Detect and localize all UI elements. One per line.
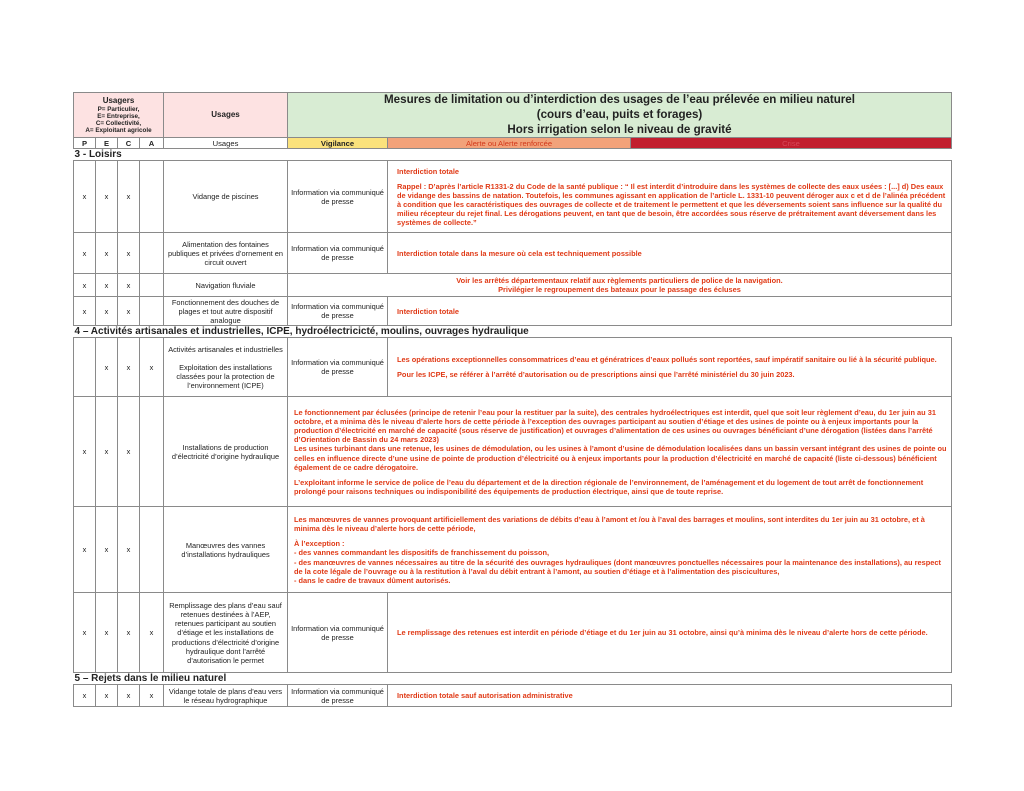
usagers-legend-p: P= Particulier,	[97, 105, 140, 113]
table-row	[74, 233, 952, 274]
navigation-measure	[288, 274, 952, 297]
vigilance-measure: Information via communiqué de presse	[288, 593, 388, 673]
table-row	[74, 593, 952, 673]
mark-e: x	[96, 297, 118, 326]
usage-label: Remplissage des plans d’eau sauf retenues destinées à l’AEP, retenues participant au soutien d’étiage et les installations de productions d’électricité d’origine hydraulique dont l’arrêté d’autorisation le permet	[164, 593, 288, 673]
mark-e: x	[96, 593, 118, 673]
mark-p: x	[74, 297, 96, 326]
mark-e: x	[96, 507, 118, 593]
mark-c: x	[118, 593, 140, 673]
usage-label: Fonctionnement des douches de plages et tout autre dispositif analogue	[164, 297, 288, 326]
table-row	[74, 397, 952, 507]
mark-e: x	[96, 397, 118, 507]
usages-header: Usages	[164, 93, 288, 138]
mark-e: x	[96, 161, 118, 233]
alert-measure	[388, 685, 952, 707]
mark-p: x	[74, 233, 96, 274]
mark-e: x	[96, 338, 118, 397]
page-title	[288, 93, 952, 138]
table-row	[74, 685, 952, 707]
mark-c: x	[118, 507, 140, 593]
mark-a	[140, 233, 164, 274]
alert-measure	[388, 593, 952, 673]
mark-e: x	[96, 685, 118, 707]
measure-line: Privilégier le regroupement des bateaux pour le passage des écluses	[498, 285, 741, 295]
usagers-legend-e: E= Entreprise,	[97, 112, 140, 120]
alert-measure	[388, 297, 952, 326]
measure-paragraph: Interdiction totale sauf autorisation administrative	[397, 691, 573, 701]
alert-measure	[388, 338, 952, 397]
col-header-vigilance: Vigilance	[288, 138, 388, 149]
measure-paragraph: Le fonctionnement par éclusées (principe de retenir l’eau pour la restituer par la suite), des centrales hydroélectriques est interdit, quel que soit leur règlement d’eau, du 1er juin au 31 octobre, et a minima dès le niveau d’alerte hors de cette période à l’exception des ouvrages participant au soutien d’étiage et des usines de pointe ou à enjeux importants pour la production d’électricité en marché de capacité (sous réserve de justification) et ouvrages d’alimentation de ces usines ou ouvrages bénéficiant d’une dérogation (listées dans l’arrêté d’Orientation de Bassin du 24 mars 2023) Les usines turbinant dans une retenue, les usines de démodulation, ou les usines à l’amont d’usine de démodulation localisées dans un bassin versant intégrant des usines de pointe ou celles en influence directe d’une usine de pointe de production d’électricité ou à enjeux importants pour la production d’électricité en marché de capacité (liste ci-dessous) bénéficient également de ce cadre dérogatoire.	[294, 408, 947, 472]
measure-paragraph: Rappel : D’après l’article R1331-2 du Code de la santé publique : “ Il est interdit d’introduire dans les systèmes de collecte des eaux usées : [...] d) Des eaux de vidange des bassins de natation. Toutefois, les communes agissant en application de l’article L. 1331-10 peuvent déroger aux c et d de l’alinéa précédent à condition que les caractéristiques des ouvrages de collecte et de traitement le permettent et que les déversements soient sans influence sur la qualité du milieu récepteur du rejet final. Les dérogations peuvent, en tant que de besoin, être accordées sous réserve de prétraitement avant déversement dans les systèmes de collecte.”	[397, 181, 946, 228]
measure-paragraph: Les manœuvres de vannes provoquant artificiellement des variations de débits d’eau à l’amont et /ou à l’aval des barrages et moulins, sont interdites du 1er juin au 31 octobre, et à minima dès le niveau d’alerte hors de cette période,	[294, 515, 925, 534]
mark-c: x	[118, 297, 140, 326]
mark-c: x	[118, 685, 140, 707]
vigilance-measure: Information via communiqué de presse	[288, 338, 388, 397]
mark-p	[74, 338, 96, 397]
table-row	[74, 338, 952, 397]
vigilance-measure: Information via communiqué de presse	[288, 685, 388, 707]
table-row	[74, 161, 952, 233]
col-header-usages: Usages	[164, 138, 288, 149]
usage-label: Alimentation des fontaines publiques et privées d’ornement en circuit ouvert	[164, 233, 288, 274]
restriction-table	[73, 92, 952, 707]
table-row	[74, 297, 952, 326]
usagers-legend-a: A= Exploitant agricole	[85, 127, 152, 135]
restriction-table-sheet	[73, 92, 951, 707]
col-header-alerte: Alerte ou Alerte renforcée	[388, 138, 631, 149]
measure-paragraph: Pour les ICPE, se référer à l’arrêté d’autorisation ou de prescriptions ainsi que l’arrêté ministériel du 30 juin 2023.	[397, 370, 795, 380]
mark-a	[140, 274, 164, 297]
title-line-1: Mesures de limitation ou d’interdiction des usages de l’eau prélevée en milieu naturel	[384, 93, 855, 106]
mark-a	[140, 161, 164, 233]
mark-p: x	[74, 507, 96, 593]
col-header-p: P	[74, 138, 96, 149]
section-title-loisirs: 3 - Loisirs	[74, 149, 952, 161]
mark-c: x	[118, 161, 140, 233]
mark-a: x	[140, 685, 164, 707]
measure-paragraph: À l’exception : - des vannes commandant les dispositifs de franchissement du poisson, - des manœuvres de vannes nécessaires au titre de la sécurité des ouvrages hydrauliques (dont manœuvres ponctuelles nécessaires pour la maintenance des installations), au respect de la cote légale de l’ouvrage ou à la restitution à l’aval du débit entrant à l’amont, au soutien d’étiage et à l’alimentation des piscicultures, - dans le cadre de travaux dûment autorisés.	[294, 539, 941, 585]
mark-c: x	[118, 274, 140, 297]
alert-measure	[288, 397, 952, 507]
mark-p: x	[74, 685, 96, 707]
col-header-a: A	[140, 138, 164, 149]
mark-c: x	[118, 397, 140, 507]
usagers-legend-c: C= Collectivité,	[95, 120, 142, 128]
measure-paragraph: Interdiction totale	[397, 306, 460, 316]
section-title-rejets: 5 – Rejets dans le milieu naturel	[74, 673, 952, 685]
measure-line: Voir les arrêtés départementaux relatif aux règlements particuliers de police de la navigation.	[456, 276, 783, 286]
mark-p: x	[74, 397, 96, 507]
usage-label: Installations de production d’électricité d’origine hydraulique	[164, 397, 288, 507]
mark-e: x	[96, 233, 118, 274]
vigilance-measure: Information via communiqué de presse	[288, 297, 388, 326]
table-row	[74, 274, 952, 297]
usage-label: Manœuvres des vannes d’installations hydrauliques	[164, 507, 288, 593]
vigilance-measure: Information via communiqué de presse	[288, 161, 388, 233]
mark-p: x	[74, 274, 96, 297]
measure-paragraph: L’exploitant informe le service de police de l’eau du département et de la direction régionale de l’environnement, de l’aménagement et du logement de tout arrêt de fonctionnement prolongé pour raisons techniques ou indisponibilité des équipements de production électrique, ainsi que de toute reprise.	[294, 477, 924, 496]
mark-p: x	[74, 593, 96, 673]
usage-label: Activités artisanales et industrielles Exploitation des installations classées pour la protection de l’environnement (ICPE)	[164, 338, 288, 397]
section-title-activites: 4 – Activités artisanales et industrielles, ICPE, hydroélectricicté, moulins, ouvrages hydraulique	[74, 326, 952, 338]
usage-label: Vidange totale de plans d’eau vers le réseau hydrographique	[164, 685, 288, 707]
usage-label: Vidange de piscines	[164, 161, 288, 233]
col-header-c: C	[118, 138, 140, 149]
mark-a: x	[140, 338, 164, 397]
mark-p: x	[74, 161, 96, 233]
mark-a: x	[140, 593, 164, 673]
mark-e: x	[96, 274, 118, 297]
mark-a	[140, 397, 164, 507]
measure-paragraph: Interdiction totale dans la mesure où cela est techniquement possible	[397, 248, 642, 258]
measure-paragraph: Le remplissage des retenues est interdit en période d’étiage et du 1er juin au 31 octobre, ainsi qu’à minima dès le niveau d’alerte hors de cette période.	[397, 628, 928, 638]
table-row	[74, 507, 952, 593]
usagers-title: Usagers	[102, 95, 135, 105]
title-line-3: Hors irrigation selon le niveau de gravité	[507, 122, 732, 136]
title-line-2: (cours d’eau, puits et forages)	[536, 107, 703, 121]
measure-paragraph: Les opérations exceptionnelles consommatrices d’eau et génératrices d’eaux pollués sont reportées, sauf impératif sanitaire ou lié à la sécurité publique.	[397, 355, 937, 365]
alert-measure	[388, 161, 952, 233]
alert-measure	[388, 233, 952, 274]
measure-paragraph: Interdiction totale	[397, 166, 460, 176]
usagers-legend-cell	[74, 93, 164, 138]
col-header-e: E	[96, 138, 118, 149]
mark-a	[140, 297, 164, 326]
mark-a	[140, 507, 164, 593]
mark-c: x	[118, 338, 140, 397]
alert-measure	[288, 507, 952, 593]
mark-c: x	[118, 233, 140, 274]
usage-label: Navigation fluviale	[164, 274, 288, 297]
col-header-crise: Crise	[631, 138, 952, 149]
vigilance-measure: Information via communiqué de presse	[288, 233, 388, 274]
